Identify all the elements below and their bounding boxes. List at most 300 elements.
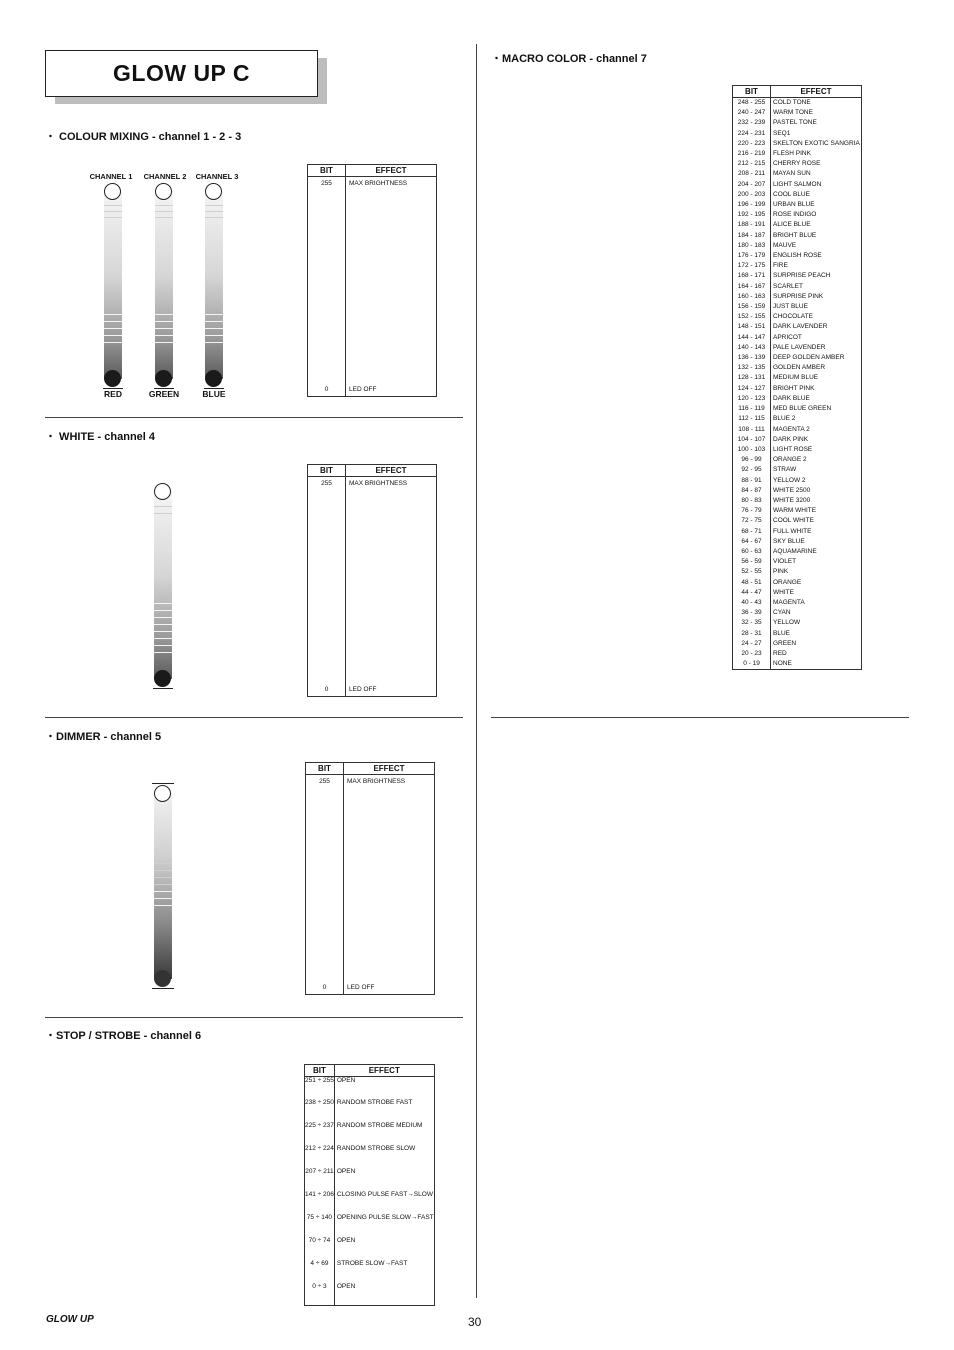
col-effect-header: EFFECT (334, 1065, 434, 1077)
row-bit: 176 - 179 (733, 251, 771, 261)
row-effect: SKELTON EXOTIC SANGRIA (773, 139, 860, 147)
bit-min: 0 (324, 686, 329, 693)
row-effect: SKY BLUE (773, 537, 805, 545)
bit-min: 0 (322, 984, 327, 991)
table-row (733, 271, 862, 281)
row-effect: COOL WHITE (773, 517, 814, 525)
row-bit: 32 - 35 (733, 618, 771, 628)
fader-max-knob[interactable] (205, 183, 222, 200)
row-bit: 240 - 247 (733, 108, 771, 118)
row-bit: 141 ÷ 206 (305, 1191, 335, 1214)
fader-tick (154, 506, 172, 507)
fader-tick (104, 328, 122, 329)
row-bit: 212 - 215 (733, 159, 771, 169)
table-row (733, 598, 862, 608)
row-bit: 168 - 171 (733, 271, 771, 281)
row-bit: 148 - 151 (733, 322, 771, 332)
colour-mixing-table (307, 164, 437, 397)
row-bit: 212 ÷ 224 (305, 1145, 335, 1168)
row-bit: 72 - 75 (733, 516, 771, 526)
row-bit: 251 ÷ 255 (305, 1077, 335, 1100)
row-effect: YELLOW (773, 619, 801, 627)
row-bit: 60 - 63 (733, 547, 771, 557)
table-row (733, 516, 862, 526)
row-bit: 160 - 163 (733, 292, 771, 302)
row-bit: 52 - 55 (733, 567, 771, 577)
fader-tick (154, 645, 172, 646)
macro-table (732, 85, 862, 670)
fader-tick (154, 884, 172, 885)
col-bit-header: BIT (305, 1065, 335, 1077)
row-effect: BRIGHT PINK (773, 384, 815, 392)
row-bit: 56 - 59 (733, 557, 771, 567)
row-bit: 188 - 191 (733, 220, 771, 230)
row-effect: BRIGHT BLUE (773, 231, 817, 239)
fader-tick (154, 905, 172, 906)
row-effect: SCARLET (773, 282, 803, 290)
fader-tick (205, 321, 223, 322)
table-row (733, 649, 862, 659)
table-row (733, 312, 862, 322)
table-row (305, 1283, 435, 1306)
row-bit: 84 - 87 (733, 486, 771, 496)
fader-tick (154, 863, 172, 864)
fader-min-knob[interactable] (104, 370, 121, 387)
table-row (733, 486, 862, 496)
row-effect: JUST BLUE (773, 303, 808, 311)
row-bit: 100 - 103 (733, 445, 771, 455)
col-bit-header: BIT (308, 465, 346, 477)
row-effect: DEEP GOLDEN AMBER (773, 354, 845, 362)
row-bit: 40 - 43 (733, 598, 771, 608)
footer-brand: GLOW UP (46, 1314, 94, 1325)
fader-track (154, 793, 172, 979)
row-effect: STROBE SLOW→FAST (336, 1259, 408, 1267)
row-bit: 156 - 159 (733, 302, 771, 312)
row-effect: MAGENTA 2 (773, 425, 810, 433)
row-bit: 220 - 223 (733, 139, 771, 149)
row-effect: MAYAN SUN (773, 170, 811, 178)
fader-tick (205, 328, 223, 329)
table-row (733, 108, 862, 118)
table-row (733, 618, 862, 628)
row-effect: PALE LAVENDER (773, 343, 826, 351)
row-effect: GREEN (773, 639, 797, 647)
channel-1-label: CHANNEL 1 (89, 172, 133, 181)
row-effect: SURPRISE PINK (773, 292, 824, 300)
table-row (733, 557, 862, 567)
row-bit: 64 - 67 (733, 537, 771, 547)
table-row (305, 1214, 435, 1237)
row-effect: DARK BLUE (773, 394, 810, 402)
row-bit: 28 - 31 (733, 629, 771, 639)
table-row (733, 425, 862, 435)
row-bit: 76 - 79 (733, 506, 771, 516)
fader-end-line (153, 688, 173, 689)
table-row (733, 302, 862, 312)
table-row (733, 292, 862, 302)
table-row (305, 1145, 435, 1168)
fader-tick (104, 314, 122, 315)
row-bit: 208 - 211 (733, 169, 771, 179)
effect-min: LED OFF (349, 386, 377, 393)
table-row (733, 414, 862, 424)
row-bit: 200 - 203 (733, 190, 771, 200)
fader-tick (104, 205, 122, 206)
fader-tick (155, 217, 173, 218)
bit-max: 255 (321, 480, 332, 487)
table-row (733, 118, 862, 128)
row-effect: FULL WHITE (773, 527, 812, 535)
row-effect: STRAW (773, 466, 797, 474)
row-bit: 108 - 111 (733, 425, 771, 435)
column-divider (476, 44, 477, 1298)
table-row (733, 333, 862, 343)
table-row (305, 1122, 435, 1145)
table-row (733, 608, 862, 618)
row-effect: DARK LAVENDER (773, 323, 828, 331)
table-row (733, 261, 862, 271)
row-effect: RANDOM STROBE MEDIUM (336, 1122, 423, 1130)
effect-max: MAX BRIGHTNESS (347, 778, 406, 785)
row-effect: MED BLUE GREEN (773, 405, 832, 413)
section-divider (45, 1017, 463, 1018)
table-row (733, 200, 862, 210)
section-divider (45, 717, 463, 718)
table-row (733, 373, 862, 383)
channel-2-label: CHANNEL 2 (143, 172, 187, 181)
table-row (733, 363, 862, 373)
fader-tick (154, 603, 172, 604)
row-effect: WARM WHITE (773, 507, 817, 515)
fader-min-knob[interactable] (205, 370, 222, 387)
row-effect: CLOSING PULSE FAST→SLOW (336, 1190, 433, 1198)
blue-label: BLUE (202, 389, 226, 399)
row-effect: CHOCOLATE (773, 313, 813, 321)
table-row (733, 659, 862, 670)
fader-tick (104, 217, 122, 218)
row-effect: LIGHT ROSE (773, 445, 813, 453)
row-bit: 144 - 147 (733, 333, 771, 343)
section-divider (491, 717, 909, 718)
col-bit-header: BIT (308, 165, 346, 177)
row-effect: BLUE 2 (773, 415, 796, 423)
fader-end-line (152, 783, 174, 784)
row-effect: OPEN (336, 1077, 356, 1084)
table-row (733, 496, 862, 506)
table-row (733, 384, 862, 394)
table-row (733, 465, 862, 475)
row-effect: MAGENTA (773, 598, 805, 606)
row-bit: 180 - 183 (733, 241, 771, 251)
table-row (733, 149, 862, 159)
row-effect: ENGLISH ROSE (773, 252, 822, 260)
row-bit: 80 - 83 (733, 496, 771, 506)
table-row (733, 282, 862, 292)
col-effect-header: EFFECT (344, 763, 435, 775)
macro-heading: ・MACRO COLOR - channel 7 (491, 53, 647, 65)
table-row (733, 129, 862, 139)
row-bit: 92 - 95 (733, 465, 771, 475)
table-row (733, 251, 862, 261)
fader-tick (155, 335, 173, 336)
strobe-table (304, 1064, 435, 1306)
row-effect: SEQ1 (773, 129, 791, 137)
row-effect: RED (773, 649, 787, 657)
bit-max: 255 (321, 180, 332, 187)
row-bit: 238 ÷ 250 (305, 1099, 335, 1122)
row-effect: WHITE 2500 (773, 486, 811, 494)
fader-tick (154, 891, 172, 892)
row-effect: SURPRISE PEACH (773, 272, 831, 280)
table-row (305, 1191, 435, 1214)
row-effect: YELLOW 2 (773, 476, 806, 484)
effect-max: MAX BRIGHTNESS (349, 180, 408, 187)
table-row (733, 404, 862, 414)
row-bit: 4 ÷ 69 (305, 1260, 335, 1283)
table-row (733, 547, 862, 557)
row-effect: OPEN (336, 1236, 356, 1244)
row-effect: APRICOT (773, 333, 802, 341)
table-row (305, 1099, 435, 1122)
effect-max: MAX BRIGHTNESS (349, 480, 408, 487)
table-row (733, 353, 862, 363)
fader-tick (154, 877, 172, 878)
white-table (307, 464, 437, 697)
table-row (733, 210, 862, 220)
table-row (733, 394, 862, 404)
fader-tick (205, 335, 223, 336)
row-bit: 132 - 135 (733, 363, 771, 373)
row-bit: 196 - 199 (733, 200, 771, 210)
table-row (733, 445, 862, 455)
fader-min-knob[interactable] (154, 970, 171, 987)
fader-tick (154, 631, 172, 632)
bit-max: 255 (319, 778, 330, 785)
fader-tick (154, 870, 172, 871)
row-effect: OPEN (336, 1168, 356, 1176)
row-effect: WHITE 3200 (773, 496, 811, 504)
col-effect-header: EFFECT (346, 165, 437, 177)
fader-end-line (152, 988, 174, 989)
green-label: GREEN (148, 389, 180, 399)
fader-max-knob[interactable] (155, 183, 172, 200)
row-effect: CHERRY ROSE (773, 160, 821, 168)
fader-max-knob[interactable] (154, 483, 171, 500)
row-bit: 248 - 255 (733, 98, 771, 109)
bit-min: 0 (324, 386, 329, 393)
table-row (733, 322, 862, 332)
col-effect-header: EFFECT (771, 86, 862, 98)
dimmer-table (305, 762, 435, 995)
row-bit: 0 - 19 (733, 659, 771, 670)
table-row (733, 159, 862, 169)
table-row (733, 220, 862, 230)
fader-tick (154, 610, 172, 611)
table-row (733, 98, 862, 109)
row-bit: 24 - 27 (733, 639, 771, 649)
table-row (733, 537, 862, 547)
row-bit: 225 ÷ 237 (305, 1122, 335, 1145)
fader-tick (155, 205, 173, 206)
row-bit: 216 - 219 (733, 149, 771, 159)
fader-min-knob[interactable] (154, 670, 171, 687)
row-effect: URBAN BLUE (773, 201, 815, 209)
row-effect: RANDOM STROBE SLOW (336, 1145, 416, 1153)
row-bit: 128 - 131 (733, 373, 771, 383)
row-effect: AQUAMARINE (773, 547, 817, 555)
fader-tick (104, 342, 122, 343)
row-effect: OPENING PULSE SLOW→FAST (336, 1213, 434, 1221)
row-bit: 164 - 167 (733, 282, 771, 292)
row-bit: 68 - 71 (733, 527, 771, 537)
row-bit: 20 - 23 (733, 649, 771, 659)
fader-track (155, 191, 173, 379)
row-effect: WHITE (773, 588, 794, 596)
page-number: 30 (468, 1315, 482, 1329)
row-effect: VIOLET (773, 558, 797, 566)
row-bit: 172 - 175 (733, 261, 771, 271)
fader-tick (104, 335, 122, 336)
fader-track (205, 191, 223, 379)
dimmer-heading: ・DIMMER - channel 5 (45, 731, 162, 743)
row-effect: ROSE INDIGO (773, 211, 817, 219)
row-effect: PINK (773, 568, 789, 576)
fader-tick (155, 314, 173, 315)
row-effect: OPEN (336, 1282, 356, 1290)
fader-tick (154, 513, 172, 514)
col-bit-header: BIT (306, 763, 344, 775)
strobe-heading: ・STOP / STROBE - channel 6 (45, 1030, 202, 1042)
row-bit: 224 - 231 (733, 129, 771, 139)
row-effect: CYAN (773, 609, 791, 617)
row-effect: ORANGE (773, 578, 802, 586)
row-effect: LIGHT SALMON (773, 180, 822, 188)
table-row (733, 231, 862, 241)
table-row (733, 476, 862, 486)
red-label: RED (104, 389, 122, 399)
row-bit: 0 ÷ 3 (305, 1283, 335, 1306)
fader-max-knob[interactable] (154, 785, 171, 802)
fader-tick (154, 652, 172, 653)
col-effect-header: EFFECT (346, 465, 437, 477)
effect-min: LED OFF (347, 984, 375, 991)
row-effect: FLESH PINK (773, 150, 811, 158)
fader-tick (205, 342, 223, 343)
table-row (733, 639, 862, 649)
row-effect: FIRE (773, 262, 788, 270)
table-row (733, 455, 862, 465)
row-bit: 184 - 187 (733, 231, 771, 241)
fader-tick (155, 321, 173, 322)
row-effect: WARM TONE (773, 109, 813, 117)
row-effect: RANDOM STROBE FAST (336, 1099, 413, 1107)
row-bit: 204 - 207 (733, 180, 771, 190)
table-row (733, 180, 862, 190)
table-row (305, 1077, 435, 1100)
row-bit: 44 - 47 (733, 588, 771, 598)
fader-tick (155, 342, 173, 343)
fader-track (104, 191, 122, 379)
row-effect: PASTEL TONE (773, 119, 817, 127)
row-bit: 140 - 143 (733, 343, 771, 353)
row-effect: GOLDEN AMBER (773, 364, 826, 372)
row-effect: MEDIUM BLUE (773, 374, 819, 382)
row-bit: 48 - 51 (733, 578, 771, 588)
row-bit: 116 - 119 (733, 404, 771, 414)
row-bit: 75 ÷ 140 (305, 1214, 335, 1237)
page-title: GLOW UP C (45, 50, 318, 97)
row-effect: DARK PINK (773, 435, 809, 443)
table-row (733, 169, 862, 179)
table-row (305, 1260, 435, 1283)
row-bit: 152 - 155 (733, 312, 771, 322)
fader-tick (154, 624, 172, 625)
fader-tick (104, 211, 122, 212)
fader-tick (154, 898, 172, 899)
row-effect: COLD TONE (773, 99, 811, 106)
table-row (305, 1237, 435, 1260)
table-row (733, 241, 862, 251)
table-row (733, 629, 862, 639)
table-row (733, 527, 862, 537)
fader-tick (205, 314, 223, 315)
row-effect: COOL BLUE (773, 190, 810, 198)
row-bit: 104 - 107 (733, 435, 771, 445)
fader-tick (154, 617, 172, 618)
row-bit: 70 ÷ 74 (305, 1237, 335, 1260)
fader-tick (104, 321, 122, 322)
row-effect: ORANGE 2 (773, 456, 807, 464)
colour-mixing-heading: ・ COLOUR MIXING - channel 1 - 2 - 3 (45, 131, 242, 143)
table-row (733, 190, 862, 200)
row-bit: 96 - 99 (733, 455, 771, 465)
table-row (733, 435, 862, 445)
effect-min: LED OFF (349, 686, 377, 693)
col-bit-header: BIT (733, 86, 771, 98)
row-effect: BLUE (773, 629, 790, 637)
fader-tick (205, 217, 223, 218)
row-bit: 112 - 115 (733, 414, 771, 424)
row-bit: 136 - 139 (733, 353, 771, 363)
row-bit: 88 - 91 (733, 476, 771, 486)
fader-tick (155, 328, 173, 329)
table-row (733, 139, 862, 149)
section-divider (45, 417, 463, 418)
row-effect: MAUVE (773, 241, 797, 249)
table-row (733, 578, 862, 588)
row-bit: 232 - 239 (733, 118, 771, 128)
channel-3-label: CHANNEL 3 (195, 172, 239, 181)
table-row (733, 506, 862, 516)
fader-max-knob[interactable] (104, 183, 121, 200)
table-row (733, 588, 862, 598)
row-bit: 36 - 39 (733, 608, 771, 618)
row-bit: 207 ÷ 211 (305, 1168, 335, 1191)
white-heading: ・ WHITE - channel 4 (45, 431, 156, 443)
table-row (733, 343, 862, 353)
row-bit: 192 - 195 (733, 210, 771, 220)
row-bit: 124 - 127 (733, 384, 771, 394)
fader-min-knob[interactable] (155, 370, 172, 387)
row-effect: NONE (773, 660, 792, 668)
fader-tick (155, 211, 173, 212)
row-effect: ALICE BLUE (773, 221, 811, 229)
table-row (305, 1168, 435, 1191)
fader-tick (205, 205, 223, 206)
fader-tick (154, 638, 172, 639)
table-row (733, 567, 862, 577)
